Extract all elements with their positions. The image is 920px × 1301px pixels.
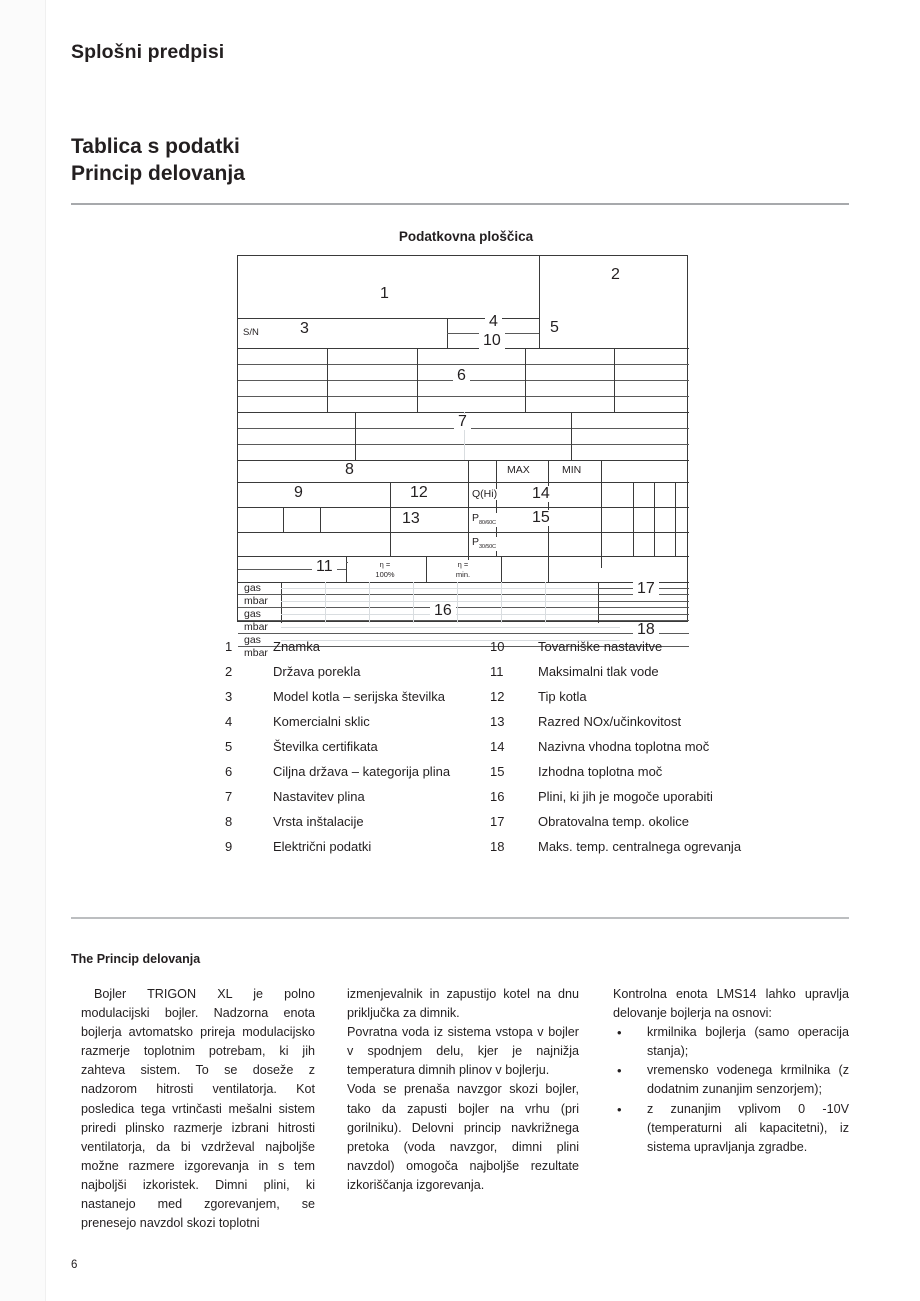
legend-item [490, 664, 750, 681]
eta-min-value: min. [455, 570, 471, 580]
legend-item-number: 11 [490, 664, 504, 679]
callout-16: 16 [430, 603, 456, 619]
body-paragraph: izmenjevalnik in zapustijo kotel na dnu priključka za dimnik. [347, 987, 579, 1021]
plate-line [320, 507, 321, 532]
callout-7: 7 [454, 414, 471, 430]
callout-9: 9 [290, 485, 307, 501]
plate-line [571, 412, 572, 460]
legend-item-label: Razred NOx/učinkovitost [538, 714, 682, 729]
plate-line [238, 396, 689, 397]
p-80-60-label: $P_{80/60C}$ [472, 512, 496, 527]
page-number: 6 [71, 1259, 78, 1271]
page-title [71, 133, 245, 187]
plate-line [539, 256, 540, 348]
callout-14: 14 [528, 486, 554, 502]
legend-item [490, 714, 750, 731]
legend-item-number: 10 [490, 639, 505, 654]
legend-item [490, 689, 750, 706]
legend-item-number: 12 [490, 689, 505, 704]
eta-100-value: 100% [375, 570, 395, 580]
plate-line [614, 348, 615, 412]
gas-label-1: gas [244, 582, 261, 594]
legend-item-number: 7 [225, 789, 233, 804]
plate-line [238, 594, 689, 595]
plate-line [238, 556, 689, 557]
plate-line [238, 633, 689, 634]
body-bullet-list [613, 1023, 849, 1157]
plate-caption [0, 229, 920, 244]
legend-column-right [490, 639, 750, 864]
gas-label-3: gas [244, 634, 261, 646]
p-30-50-label: $P_{30/50C}$ [472, 536, 496, 551]
plate-caption-text: Podatkovna ploščica [398, 229, 534, 244]
body-paragraph: Bojler TRIGON XL je polno modulacijski bojler. Nadzorna enota bojlerja avtomatsko prireja modulacijsko razmerje toplotnim potrebam, ki jih zahteva sistem. To se doseže z nadzorom hitrosti ventilatorja. Kot posledica tega vrtinčasti mešalni sistem priredi plinsko razmerje izbrani hitrosti ventilatorja, da bi vzdrževal najboljše možne razmere izgorevanja in s tem najboljši izkoristek. Dimni plini, ki nastanejo med zgorevanjem, se prenesejo navzdol skozi toplotni [81, 987, 315, 1231]
plate-line [238, 507, 689, 508]
legend-item-label: Model kotla – serijska številka [273, 689, 445, 704]
callout-1: 1 [376, 286, 393, 302]
legend-item-label: Številka certifikata [273, 739, 378, 754]
plate-line [238, 348, 689, 349]
legend-item-label: Izhodna toplotna moč [538, 764, 663, 779]
bullet-icon: • [617, 1063, 622, 1079]
legend-item-number: 15 [490, 764, 505, 779]
callout-6: 6 [453, 368, 470, 384]
mbar-label-1: mbar [244, 595, 268, 607]
plate-line [675, 482, 676, 556]
callout-17: 17 [633, 581, 659, 597]
legend-item [225, 639, 475, 656]
plate-line [413, 582, 414, 623]
plate-line [390, 482, 391, 532]
bullet-icon: • [617, 1101, 622, 1117]
callout-3: 3 [296, 321, 313, 337]
running-head: Splošni predpisi [71, 41, 225, 63]
legend-item-number: 17 [490, 814, 505, 829]
body-column-1 [81, 985, 315, 1233]
plate-line [281, 588, 620, 589]
plate-line [501, 582, 502, 623]
bullet-item [613, 1061, 849, 1099]
legend-item [490, 739, 750, 756]
body-column-2 [347, 985, 579, 1195]
section-divider [71, 917, 849, 919]
callout-5: 5 [546, 320, 563, 336]
legend-item-number: 14 [490, 739, 505, 754]
body-paragraph: Povratna voda iz sistema vstopa v bojler v spodnjem delu, kjer je najnižja temperatura dimnih plinov v bojlerju. [347, 1025, 579, 1078]
plate-line [238, 460, 689, 461]
plate-line [369, 582, 370, 623]
plate-line [501, 556, 502, 582]
bullet-icon: • [617, 1025, 622, 1041]
plate-line [238, 582, 689, 583]
legend-item-label: Vrsta inštalacije [273, 814, 364, 829]
legend-item [225, 664, 475, 681]
legend-item-label: Komercialni sklic [273, 714, 370, 729]
callout-13: 13 [398, 511, 424, 527]
plate-line [238, 364, 689, 365]
plate-line [426, 556, 427, 582]
plate-line [633, 482, 634, 556]
mbar-label-2: mbar [244, 621, 268, 633]
callout-11: 11 [312, 559, 337, 575]
callout-4: 4 [485, 314, 502, 330]
legend-item [225, 789, 475, 806]
bullet-item [613, 1023, 849, 1061]
legend-column-left [225, 639, 475, 864]
page-title-line-1: Tablica s podatki [71, 135, 240, 158]
plate-line [281, 627, 620, 628]
body-heading: The Princip delovanja [71, 952, 201, 966]
plate-line [598, 601, 689, 602]
callout-18: 18 [633, 622, 659, 638]
callout-10: 10 [479, 333, 505, 349]
plate-line [598, 614, 689, 615]
bullet-item [613, 1100, 849, 1157]
legend-item-label: Znamka [273, 639, 320, 654]
body-paragraph: Voda se prenaša navzgor skozi bojler, tako da zapusti bojler na vrhu (pri gorilniku). Delovni princip navkrižnega pretoka (voda navzgor, dimni plini navzdol) omogoča najboljše rezultate izkoriščanja izgorevanja. [347, 1082, 579, 1192]
callout-12: 12 [406, 485, 432, 501]
plate-line [327, 348, 328, 412]
min-label: MIN [562, 464, 582, 476]
legend-item [490, 764, 750, 781]
plate-line [238, 607, 689, 608]
legend-item-number: 2 [225, 664, 233, 679]
legend-item-label: Maksimalni tlak vode [538, 664, 659, 679]
bullet-text: krmilnika bojlerja (samo operacija stanja); [647, 1025, 849, 1059]
legend-item-number: 3 [225, 689, 233, 704]
plate-line [417, 348, 418, 412]
callout-15: 15 [528, 510, 554, 526]
legend-item [225, 839, 475, 856]
legend-item-label: Ciljna država – kategorija plina [273, 764, 451, 779]
legend-item-number: 9 [225, 839, 233, 854]
plate-line [355, 412, 356, 460]
plate-line [238, 532, 689, 533]
bullet-text: z zunanjim vplivom 0 -10V (temperaturni ali kapacitetni), iz sistema upravljanja zgradbe. [647, 1101, 849, 1154]
q-hi-label: Q(Hi) [472, 488, 498, 500]
legend-item-number: 4 [225, 714, 233, 729]
plate-line [238, 482, 689, 483]
legend-item [225, 814, 475, 831]
callout-2: 2 [607, 267, 624, 283]
max-label: MAX [507, 464, 530, 476]
legend-item [225, 739, 475, 756]
serial-number-label: S/N [243, 327, 259, 338]
legend-item [225, 764, 475, 781]
legend-item [490, 839, 750, 856]
eta-symbol: η = [379, 560, 391, 569]
plate-line [654, 482, 655, 556]
legend-item-number: 18 [490, 839, 505, 854]
mbar-label-3: mbar [244, 647, 268, 659]
legend-item [225, 689, 475, 706]
body-paragraph: Kontrolna enota LMS14 lahko upravlja delovanje bojlerja na osnovi: [613, 987, 849, 1021]
title-divider [71, 203, 849, 205]
legend-item [225, 714, 475, 731]
plate-line [548, 556, 549, 582]
eta-symbol: η = [457, 560, 469, 569]
plate-line [601, 460, 602, 568]
plate-line [525, 348, 526, 412]
legend-item-label: Plini, ki jih je mogoče uporabiti [538, 789, 713, 804]
plate-line [325, 582, 326, 623]
legend-item-label: Obratovalna temp. okolice [538, 814, 690, 829]
callout-8: 8 [341, 462, 358, 478]
legend-item-number: 1 [225, 639, 233, 654]
legend-item-number: 8 [225, 814, 233, 829]
legend-item-number: 5 [225, 739, 233, 754]
gas-label-2: gas [244, 608, 261, 620]
legend-item-label: Država porekla [273, 664, 361, 679]
legend-item-label: Nazivna vhodna toplotna moč [538, 739, 710, 754]
body-column-3 [613, 985, 849, 1157]
legend-item-label: Maks. temp. centralnega ogrevanja [538, 839, 742, 854]
plate-line [545, 582, 546, 623]
plate-line [390, 532, 391, 556]
legend-item-label: Nastavitev plina [273, 789, 365, 804]
legend-item-label: Tip kotla [538, 689, 587, 704]
eta-100-cell [348, 560, 422, 580]
plate-line [283, 507, 284, 532]
legend-item-label: Tovarniške nastavitve [538, 639, 663, 654]
eta-min-cell [430, 560, 496, 580]
bullet-text: vremensko vodenega krmilnika (z dodatnim zunanjim senzorjem); [647, 1063, 849, 1097]
legend-item [490, 814, 750, 831]
legend-item-number: 13 [490, 714, 505, 729]
legend-item [490, 789, 750, 806]
legend-item [490, 639, 750, 656]
legend-item-number: 6 [225, 764, 233, 779]
legend-item-number: 16 [490, 789, 505, 804]
plate-line [238, 620, 689, 621]
plate-line [457, 582, 458, 623]
page-title-line-2: Princip delovanja [71, 162, 245, 185]
legend-item-label: Električni podatki [273, 839, 372, 854]
